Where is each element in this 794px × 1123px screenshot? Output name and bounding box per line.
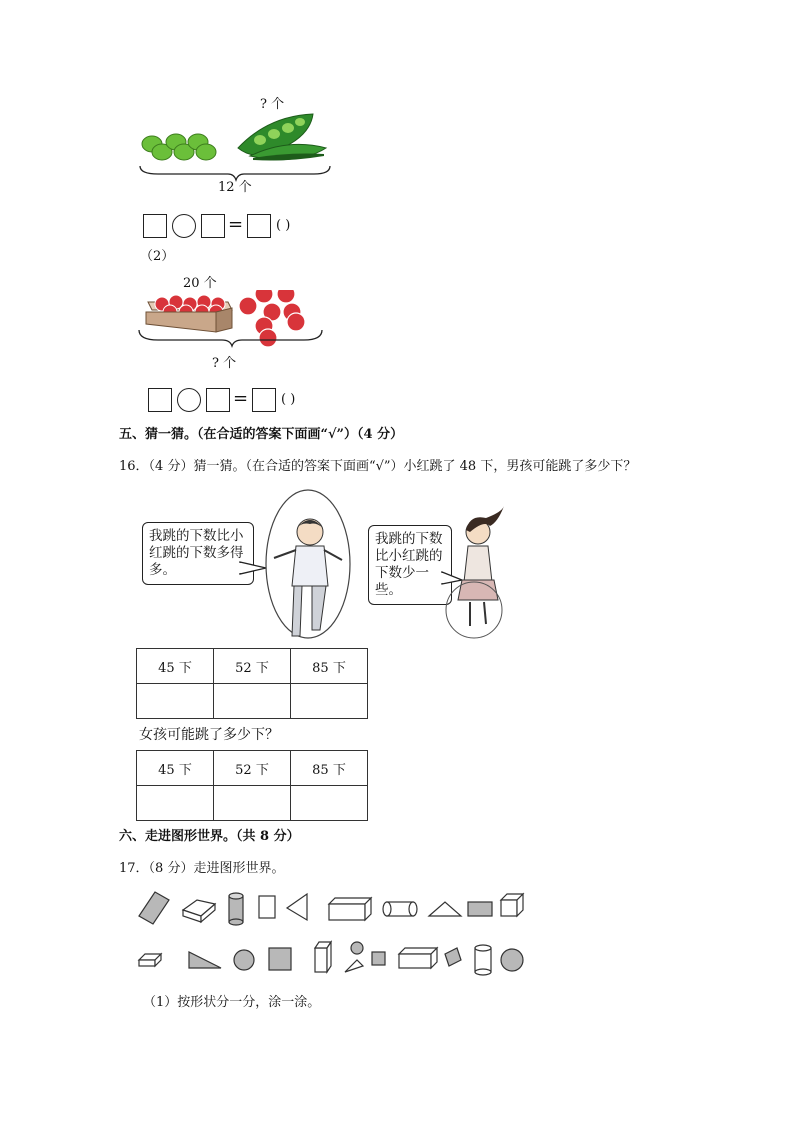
answer-box[interactable] [206,388,230,412]
large-gray-circle-shape [501,949,523,971]
loose-balls [239,290,305,347]
result-box[interactable] [252,388,276,412]
operator-circle[interactable] [172,214,196,238]
girl-speech-bubble: 我跳的下数比小红跳的下数少一些。 [368,525,452,605]
boy-figure [262,484,362,646]
option-cell: 85 下 [291,751,368,786]
answer-box[interactable] [148,388,172,412]
result-box[interactable] [247,214,271,238]
small-triangle-shape [345,960,363,972]
check-cell[interactable] [137,786,214,821]
tilted-square-shape [445,948,461,966]
pods-count-label: ? 个 [260,97,285,112]
equals-sign: = [233,388,249,409]
boy-answer-table [136,648,368,719]
question-17-text: 17．（8 分）走进图形世界。 [119,861,285,876]
unit-blank[interactable]: ( ) [281,392,296,407]
option-cell: 45 下 [137,649,214,684]
operator-circle[interactable] [177,388,201,412]
check-cell[interactable] [137,684,214,719]
crate-count-label: 20 个 [183,276,217,291]
total-unknown-label: ? 个 [212,356,237,371]
check-cell[interactable] [214,786,291,821]
gray-triangle-shape [189,952,221,968]
option-cell: 52 下 [214,649,291,684]
equals-sign: = [228,214,244,235]
cylinder-shape [229,896,243,922]
option-cell: 52 下 [214,751,291,786]
gray-square-shape [269,948,291,970]
section-6-heading: 六、走进图形世界。（共 8 分） [119,829,300,844]
ball-crate [146,295,232,332]
girl-figure [440,492,510,642]
problem-number: （2） [140,249,175,264]
girl-answer-table [136,750,368,821]
question-17-subquestion-1: （1）按形状分一分，涂一涂。 [143,995,321,1010]
gray-rectangle-shape [468,902,492,916]
shapes-row-2 [135,938,535,984]
tall-cuboid-shape [315,948,327,972]
small-circle-shape [351,942,363,954]
total-count-label: 12 个 [218,180,252,195]
girl-question-text: 女孩可能跳了多少下？ [139,727,279,743]
balls-illustration [136,290,336,352]
rectangle-shape [259,896,275,918]
shapes-row-1 [135,888,535,932]
boy-speech-bubble: 我跳的下数比小红跳的下数多得多。 [142,522,254,585]
bean-group [142,134,216,160]
option-cell: 45 下 [137,751,214,786]
answer-box[interactable] [143,214,167,238]
flat-triangle-shape [429,902,461,916]
answer-box[interactable] [201,214,225,238]
pea-pod-group [238,114,326,161]
check-cell[interactable] [214,684,291,719]
section-5-heading: 五、猜一猜。（在合适的答案下面画“√”）（4 分） [119,427,404,442]
small-square-shape [372,952,385,965]
cuboid-shape [329,898,371,904]
triangle-shape [287,894,307,920]
unit-blank[interactable]: ( ) [276,218,291,233]
check-cell[interactable] [291,786,368,821]
option-cell: 85 下 [291,649,368,684]
gray-circle-shape [234,950,254,970]
question-16-text: 16．（4 分）猜一猜。（在合适的答案下面画“√”）小红跳了 48 下，男孩可能跳了多少下？ [119,459,637,474]
check-cell[interactable] [291,684,368,719]
tilted-cuboid-shape [139,892,169,924]
